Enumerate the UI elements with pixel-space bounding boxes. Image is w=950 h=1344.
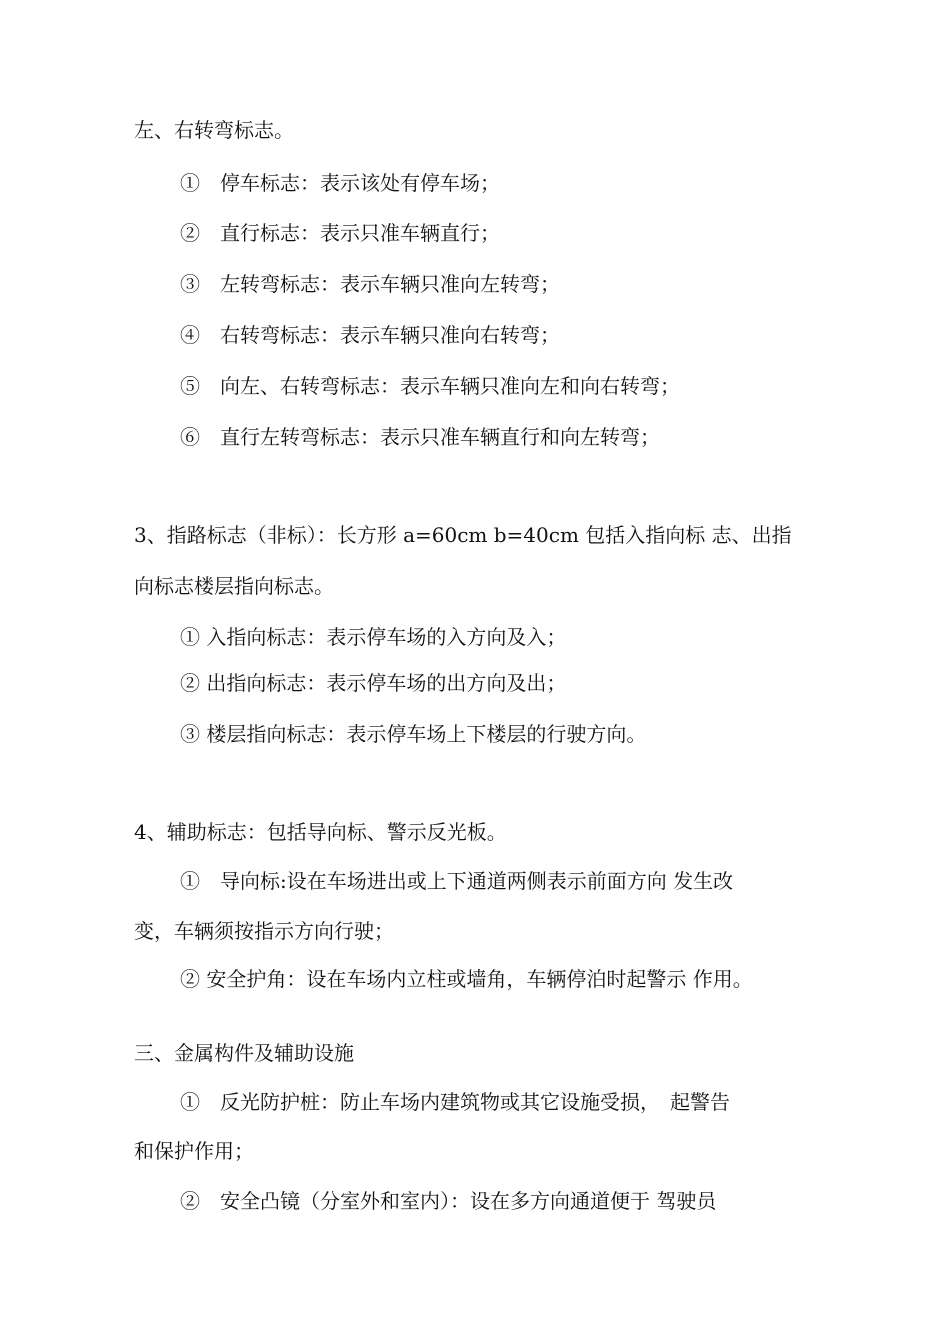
section-heading: 3、指路标志（非标）：长方形 a=60cm b=40cm 包括入指向标 志、出指: [134, 523, 792, 547]
list-item: ② 直行标志：表示只准车辆直行；: [180, 221, 500, 245]
list-item: ③ 楼层指向标志：表示停车场上下楼层的行驶方向。: [180, 722, 647, 746]
list-item: ① 入指向标志：表示停车场的入方向及入；: [180, 625, 567, 649]
section-heading: 4、辅助标志：包括导向标、警示反光板。: [134, 820, 507, 844]
list-item: ① 导向标:设在车场进出或上下通道两侧表示前面方向 发生改: [180, 869, 734, 893]
text-line: 变，车辆须按指示方向行驶；: [134, 919, 394, 943]
list-item: ① 停车标志：表示该处有停车场；: [180, 171, 500, 195]
list-item: ② 安全护角：设在车场内立柱或墙角，车辆停泊时起警示 作用。: [180, 967, 753, 991]
section-heading: 三、金属构件及辅助设施: [134, 1041, 354, 1065]
list-item: ⑥ 直行左转弯标志：表示只准车辆直行和向左转弯；: [180, 425, 660, 449]
list-item: ⑤ 向左、右转弯标志：表示车辆只准向左和向右转弯；: [180, 374, 680, 398]
text-line: 和保护作用；: [134, 1139, 254, 1163]
text-line: 向标志楼层指向标志。: [134, 574, 334, 598]
list-item: ② 安全凸镜（分室外和室内）：设在多方向通道便于 驾驶员: [180, 1189, 717, 1213]
list-item: ① 反光防护桩：防止车场内建筑物或其它设施受损， 起警告: [180, 1090, 730, 1114]
list-item: ② 出指向标志：表示停车场的出方向及出；: [180, 671, 567, 695]
text-line: 左、右转弯标志。: [134, 118, 294, 142]
list-item: ④ 右转弯标志：表示车辆只准向右转弯；: [180, 323, 560, 347]
list-item: ③ 左转弯标志：表示车辆只准向左转弯；: [180, 272, 560, 296]
